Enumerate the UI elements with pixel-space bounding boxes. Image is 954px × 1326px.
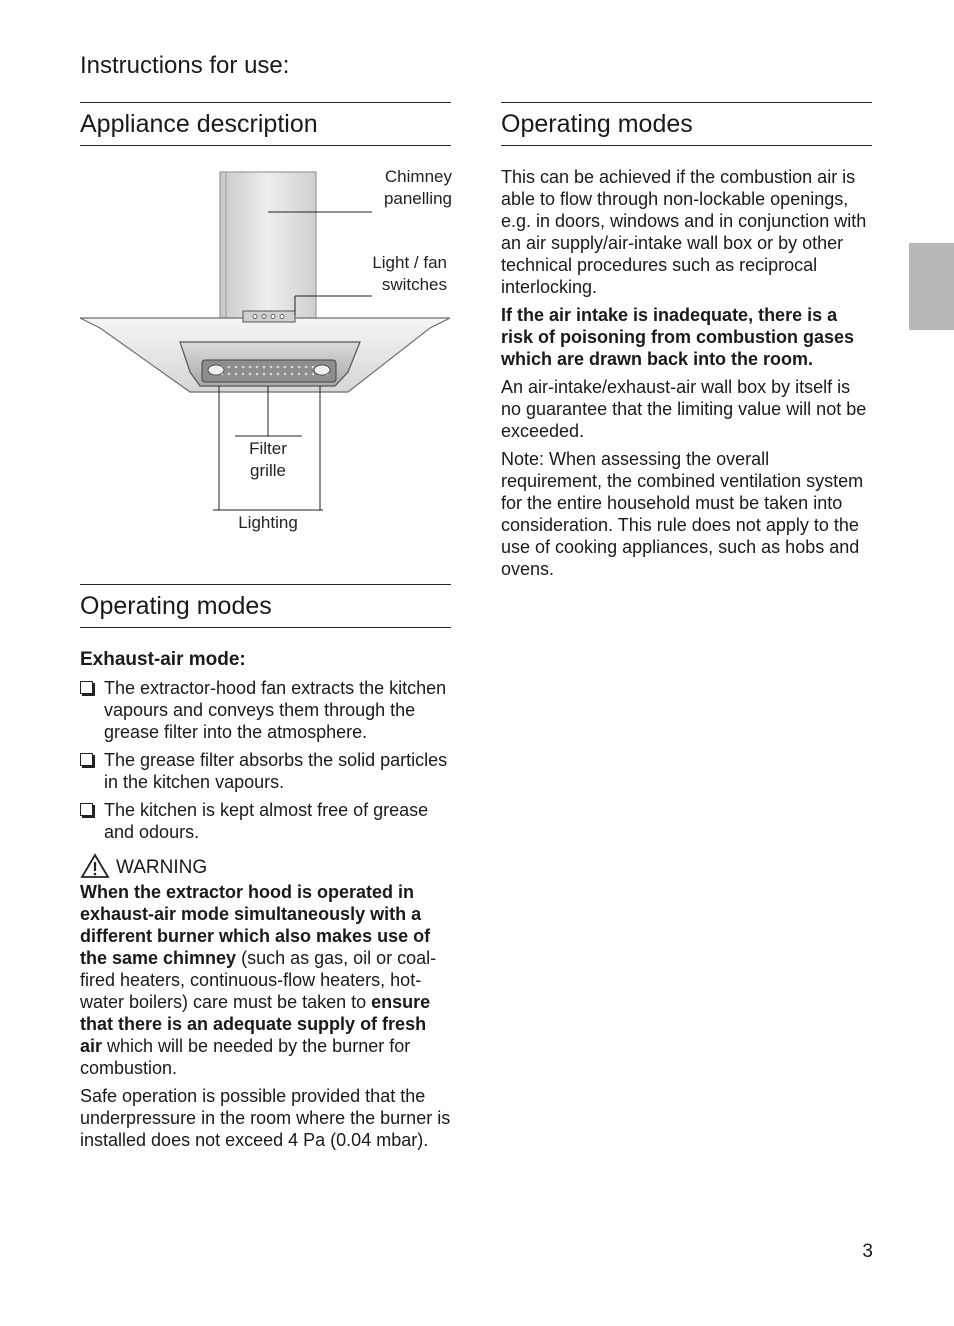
light-left xyxy=(208,365,224,375)
bullet-text: The grease filter absorbs the solid particles in the kitchen vapours. xyxy=(104,750,448,792)
filter-grille-label xyxy=(228,438,308,482)
note-paragraph: Note: When assessing the overall requirement, the combined ventilation system for the entire household must be taken into consideration. This rule does not apply to the use of cooking appliances, such as hobs and ovens. xyxy=(501,449,864,579)
warning-triangle-icon xyxy=(80,853,110,879)
operating-modes-right-body xyxy=(501,166,873,586)
warning-bold-1: When the extractor hood is operated in exhaust-air mode simultaneously with a different burner which also makes use of the same chimney xyxy=(80,882,431,968)
list-item xyxy=(80,749,452,793)
combustion-air-paragraph: This can be achieved if the combustion air is able to flow through non-lockable openings, e.g. in doors, windows and in conjunction with an air supply/air-intake wall box or by other technical procedures such as reciprocal interlocking. xyxy=(501,167,867,297)
switch-panel xyxy=(243,311,295,322)
operating-modes-right-title: Operating modes xyxy=(501,102,872,146)
filter-label-line2: grille xyxy=(250,461,286,480)
checkbox-bullet-icon xyxy=(80,753,93,766)
bullet-text: The extractor-hood fan extracts the kitchen vapours and conveys them through the grease filter into the atmosphere. xyxy=(104,678,447,742)
page-number: 3 xyxy=(862,1241,873,1262)
operating-modes-left-title: Operating modes xyxy=(80,584,451,628)
list-item xyxy=(80,799,452,843)
chimney-label-line2: panelling xyxy=(383,189,452,208)
warning-header xyxy=(80,853,452,879)
checkbox-bullet-icon xyxy=(80,681,93,694)
list-item xyxy=(80,677,452,743)
chimney-panelling-label xyxy=(350,166,452,210)
warning-text xyxy=(80,881,452,1079)
exhaust-mode-list xyxy=(80,677,452,843)
chapter-side-tab xyxy=(909,243,954,330)
switches-label-line1: Light / fan xyxy=(372,253,447,272)
filter-label-line1: Filter xyxy=(249,439,287,458)
safe-operation-text: Safe operation is possible provided that the underpressure in the room where the burner is installed does not exceed 4 Pa (0.04 mbar). xyxy=(80,1086,451,1150)
extractor-hood-illustration xyxy=(80,160,460,540)
light-right xyxy=(314,365,330,375)
chimney-panelling xyxy=(220,172,316,319)
appliance-diagram xyxy=(80,160,460,540)
bullet-text: The kitchen is kept almost free of grease and odours. xyxy=(104,800,429,842)
operating-modes-left-body xyxy=(80,649,452,1157)
lighting-label: Lighting xyxy=(238,513,298,532)
warning-normal-1: (such as gas, oil or coal-fired heaters, continuous-flow heaters, hot-water boilers) care must be taken to xyxy=(80,948,437,1012)
appliance-description-title: Appliance description xyxy=(80,102,451,146)
switches-label xyxy=(330,252,447,296)
poisoning-warning-paragraph: If the air intake is inadequate, there is a risk of poisoning from combustion gases which are drawn back into the room. xyxy=(501,305,855,369)
warning-bold-2: ensure that there is an adequate supply of fresh air xyxy=(80,992,431,1056)
wall-box-paragraph: An air-intake/exhaust-air wall box by itself is no guarantee that the limiting value will not be exceeded. xyxy=(501,377,867,441)
exhaust-air-mode-heading: Exhaust-air mode: xyxy=(80,649,246,670)
warning-normal-2: which will be needed by the burner for combustion. xyxy=(80,1036,411,1078)
checkbox-bullet-icon xyxy=(80,803,93,816)
switches-label-line2: switches xyxy=(381,275,447,294)
chimney-label-line1: Chimney xyxy=(384,167,452,186)
warning-title: WARNING xyxy=(116,857,208,878)
page-heading: Instructions for use: xyxy=(80,52,290,79)
